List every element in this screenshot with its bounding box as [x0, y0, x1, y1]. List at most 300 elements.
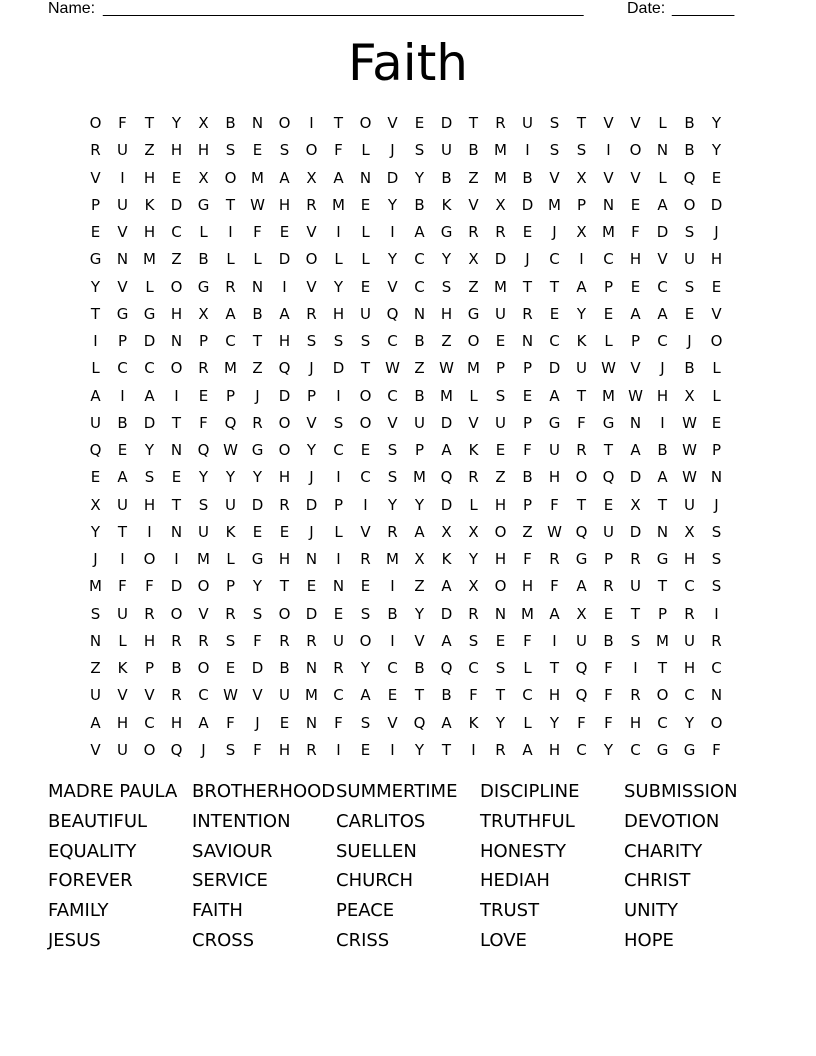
grid-letter: Y — [90, 277, 101, 296]
grid-letter: N — [494, 604, 507, 623]
grid-letter: E — [333, 604, 344, 623]
grid-letter: W — [601, 359, 616, 378]
grid-letter: E — [495, 441, 506, 459]
grid-letter: E — [171, 468, 182, 487]
grid-letter: H — [332, 304, 345, 323]
grid-letter: B — [522, 168, 533, 187]
grid-letter: O — [143, 550, 156, 568]
grid-letter: R — [306, 631, 317, 650]
word-list-item: DEVOTION — [624, 810, 720, 832]
grid-letter: N — [170, 441, 183, 459]
grid-letter: L — [604, 332, 613, 350]
grid-letter: R — [198, 631, 209, 650]
grid-letter: I — [471, 740, 476, 759]
word-list-item: CARLITOS — [336, 810, 426, 832]
grid-letter: C — [333, 686, 344, 705]
word-list-item: LOVE — [480, 929, 527, 951]
grid-letter: M — [143, 250, 156, 269]
grid-letter: I — [579, 250, 584, 269]
grid-letter: L — [253, 250, 262, 269]
grid-letter: Z — [90, 659, 101, 677]
word-list-item: CHURCH — [336, 870, 413, 892]
grid-letter: H — [143, 495, 156, 514]
grid-letter: R — [468, 604, 479, 623]
grid-letter: S — [441, 277, 452, 296]
grid-letter: W — [682, 441, 697, 459]
grid-letter: V — [603, 114, 614, 132]
grid-letter: Y — [90, 522, 101, 541]
grid-letter: X — [684, 522, 695, 541]
grid-letter: C — [522, 686, 533, 705]
grid-letter: F — [523, 441, 532, 459]
grid-letter: M — [494, 141, 507, 160]
grid-letter: P — [711, 441, 722, 459]
grid-letter: E — [252, 522, 263, 541]
grid-letter: S — [225, 740, 236, 759]
grid-letter: A — [441, 441, 452, 459]
grid-letter: I — [660, 413, 665, 432]
grid-letter: C — [387, 332, 398, 350]
grid-letter: W — [547, 522, 562, 541]
grid-letter: W — [682, 468, 697, 487]
grid-letter: N — [170, 522, 183, 541]
grid-letter: X — [306, 168, 317, 187]
grid-letter: W — [223, 441, 238, 459]
grid-letter: A — [333, 168, 344, 187]
grid-letter: T — [657, 659, 668, 677]
grid-letter: P — [657, 604, 668, 623]
word-list-item: TRUST — [480, 900, 540, 922]
grid-letter: C — [576, 740, 587, 759]
grid-letter: H — [197, 141, 210, 160]
word-list-item: DISCIPLINE — [480, 781, 580, 802]
grid-letter: H — [494, 550, 507, 568]
grid-letter: E — [495, 332, 506, 350]
grid-letter: F — [712, 740, 721, 759]
grid-letter: A — [657, 304, 668, 323]
grid-letter: V — [198, 604, 209, 623]
grid-letter: G — [683, 740, 696, 759]
grid-letter: A — [549, 604, 560, 623]
grid-letter: Z — [414, 577, 425, 596]
grid-letter: T — [576, 114, 587, 132]
grid-letter: M — [602, 223, 615, 241]
grid-letter: S — [306, 332, 317, 350]
grid-letter: L — [658, 168, 667, 187]
grid-letter: C — [360, 468, 371, 487]
page-title: Faith — [348, 34, 468, 92]
grid-letter: R — [198, 359, 209, 378]
name-blank-line: ______________________________________________________ — [103, 0, 584, 17]
grid-letter: U — [630, 577, 641, 596]
grid-letter: N — [413, 304, 426, 323]
grid-letter: B — [198, 250, 209, 269]
grid-letter: H — [548, 686, 561, 705]
grid-letter: S — [549, 114, 560, 132]
grid-letter: H — [656, 386, 669, 405]
grid-letter: O — [305, 141, 318, 160]
grid-letter: S — [225, 141, 236, 160]
word-list-item: TRUTHFUL — [480, 810, 575, 832]
grid-letter: J — [390, 141, 395, 160]
grid-letter: F — [577, 413, 586, 432]
grid-letter: M — [413, 468, 426, 487]
grid-letter: P — [225, 577, 236, 596]
grid-letter: U — [117, 141, 128, 160]
grid-letter: H — [629, 250, 642, 269]
grid-letter: Y — [468, 550, 479, 568]
grid-letter: M — [197, 550, 210, 568]
grid-letter: E — [522, 223, 533, 241]
grid-letter: L — [226, 550, 235, 568]
grid-letter: M — [332, 195, 345, 214]
grid-letter: U — [90, 413, 101, 432]
grid-letter: E — [711, 413, 722, 432]
grid-letter: Q — [89, 441, 102, 459]
grid-letter: Y — [198, 468, 209, 487]
grid-letter: U — [495, 304, 506, 323]
grid-letter: O — [656, 686, 669, 705]
grid-letter: D — [629, 468, 642, 487]
grid-letter: X — [198, 168, 209, 187]
grid-letter: X — [495, 195, 506, 214]
grid-letter: A — [360, 686, 371, 705]
grid-letter: U — [549, 441, 560, 459]
grid-letter: N — [710, 686, 723, 705]
grid-letter: B — [117, 413, 128, 432]
grid-letter: C — [684, 686, 695, 705]
date-blank-line: _______ — [672, 0, 735, 17]
grid-letter: H — [440, 304, 453, 323]
grid-letter: D — [332, 359, 345, 378]
grid-letter: I — [633, 659, 638, 677]
grid-letter: M — [548, 195, 561, 214]
grid-letter: A — [279, 304, 290, 323]
grid-letter: Y — [225, 468, 236, 487]
grid-letter: M — [440, 386, 453, 405]
grid-letter: N — [656, 522, 669, 541]
grid-letter: V — [144, 686, 155, 705]
grid-letter: T — [657, 495, 668, 514]
grid-letter: W — [223, 686, 238, 705]
grid-letter: P — [522, 495, 533, 514]
grid-letter: N — [170, 332, 183, 350]
grid-letter: O — [629, 141, 642, 160]
grid-letter: A — [414, 223, 425, 241]
grid-letter: T — [360, 359, 371, 378]
grid-letter: R — [306, 195, 317, 214]
grid-letter: O — [278, 441, 291, 459]
word-list-item: PEACE — [336, 900, 395, 922]
grid-letter: H — [548, 468, 561, 487]
grid-letter: D — [170, 195, 183, 214]
grid-letter: V — [468, 195, 479, 214]
grid-letter: Y — [414, 495, 425, 514]
grid-letter: C — [549, 250, 560, 269]
grid-letter: N — [359, 168, 372, 187]
grid-letter: A — [90, 386, 101, 405]
grid-letter: G — [89, 250, 102, 269]
grid-letter: R — [90, 141, 101, 160]
grid-letter: T — [549, 277, 560, 296]
grid-letter: F — [199, 413, 208, 432]
grid-letter: O — [170, 277, 183, 296]
grid-letter: F — [550, 577, 559, 596]
grid-letter: O — [467, 332, 480, 350]
grid-letter: Q — [413, 713, 426, 732]
grid-letter: A — [657, 468, 668, 487]
grid-letter: G — [656, 550, 669, 568]
grid-letter: S — [360, 604, 371, 623]
grid-letter: G — [251, 441, 264, 459]
grid-letter: G — [197, 195, 210, 214]
grid-letter: F — [604, 659, 613, 677]
grid-letter: Y — [360, 659, 371, 677]
grid-letter: S — [495, 659, 506, 677]
grid-letter: N — [305, 713, 318, 732]
grid-letter: L — [523, 713, 532, 732]
grid-letter: P — [603, 550, 614, 568]
grid-letter: C — [198, 686, 209, 705]
grid-letter: D — [170, 577, 183, 596]
grid-letter: B — [684, 114, 695, 132]
grid-letter: R — [468, 223, 479, 241]
grid-letter: F — [253, 740, 262, 759]
grid-letter: M — [305, 686, 318, 705]
grid-letter: L — [145, 277, 154, 296]
grid-letter: H — [710, 250, 723, 269]
grid-letter: J — [255, 386, 260, 405]
grid-letter: I — [174, 550, 179, 568]
grid-letter: U — [117, 740, 128, 759]
word-list-item: SERVICE — [192, 870, 268, 892]
grid-letter: O — [278, 114, 291, 132]
grid-letter: T — [279, 577, 290, 596]
grid-letter: I — [174, 386, 179, 405]
grid-letter: D — [278, 386, 291, 405]
grid-letter: E — [279, 713, 290, 732]
grid-letter: J — [552, 223, 557, 241]
grid-letter: J — [714, 495, 719, 514]
grid-letter: S — [360, 332, 371, 350]
grid-letter: S — [576, 141, 587, 160]
grid-letter: J — [714, 223, 719, 241]
grid-letter: S — [225, 631, 236, 650]
grid-letter: B — [252, 304, 263, 323]
grid-letter: U — [117, 195, 128, 214]
grid-letter: H — [278, 332, 291, 350]
grid-letter: L — [199, 223, 208, 241]
grid-letter: S — [90, 604, 101, 623]
grid-letter: U — [225, 495, 236, 514]
grid-letter: G — [656, 740, 669, 759]
grid-letter: N — [305, 550, 318, 568]
grid-letter: N — [710, 468, 723, 487]
word-list-item: INTENTION — [192, 810, 291, 832]
grid-letter: S — [468, 631, 479, 650]
grid-letter: E — [225, 659, 236, 677]
grid-letter: Y — [333, 277, 344, 296]
grid-letter: V — [306, 413, 317, 432]
grid-letter: B — [171, 659, 182, 677]
grid-letter: O — [494, 577, 507, 596]
grid-letter: T — [144, 114, 155, 132]
grid-letter: F — [334, 713, 343, 732]
grid-letter: Q — [575, 522, 588, 541]
grid-letter: K — [144, 195, 155, 214]
grid-letter: D — [710, 195, 723, 214]
grid-letter: I — [390, 631, 395, 650]
grid-letter: X — [441, 522, 452, 541]
grid-letter: S — [198, 495, 209, 514]
grid-letter: X — [468, 250, 479, 269]
grid-letter: R — [333, 659, 344, 677]
grid-letter: S — [279, 141, 290, 160]
grid-letter: H — [143, 631, 156, 650]
grid-letter: I — [336, 386, 341, 405]
grid-letter: B — [225, 114, 236, 132]
grid-letter: J — [687, 332, 692, 350]
grid-letter: P — [306, 386, 317, 405]
grid-letter: T — [468, 114, 479, 132]
grid-letter: V — [90, 168, 101, 187]
grid-letter: X — [576, 223, 587, 241]
grid-letter: I — [714, 604, 719, 623]
grid-letter: X — [684, 386, 695, 405]
grid-letter: O — [224, 168, 237, 187]
grid-letter: E — [549, 304, 560, 323]
word-list-item: SUELLEN — [336, 840, 417, 862]
grid-letter: Q — [278, 359, 291, 378]
grid-letter: A — [576, 577, 587, 596]
grid-letter: A — [225, 304, 236, 323]
grid-letter: O — [359, 114, 372, 132]
grid-letter: U — [684, 250, 695, 269]
grid-letter: U — [684, 495, 695, 514]
grid-letter: T — [495, 686, 506, 705]
grid-letter: P — [198, 332, 209, 350]
grid-letter: Y — [576, 304, 587, 323]
grid-letter: R — [495, 223, 506, 241]
grid-letter: U — [603, 522, 614, 541]
grid-letter: X — [630, 495, 641, 514]
grid-letter: Z — [441, 332, 452, 350]
grid-letter: F — [523, 631, 532, 650]
grid-letter: G — [116, 304, 129, 323]
grid-letter: O — [359, 413, 372, 432]
grid-letter: I — [363, 495, 368, 514]
grid-letter: T — [414, 686, 425, 705]
grid-letter: F — [604, 686, 613, 705]
grid-letter: A — [117, 468, 128, 487]
grid-letter: Q — [224, 413, 237, 432]
grid-letter: E — [603, 495, 614, 514]
grid-letter: C — [414, 250, 425, 269]
grid-letter: M — [251, 168, 264, 187]
grid-letter: I — [309, 114, 314, 132]
name-label: Name: — [48, 0, 96, 17]
grid-letter: T — [117, 522, 128, 541]
grid-letter: E — [630, 277, 641, 296]
grid-letter: A — [279, 168, 290, 187]
grid-letter: K — [117, 659, 128, 677]
grid-letter: X — [198, 114, 209, 132]
grid-letter: D — [278, 250, 291, 269]
grid-letter: S — [360, 713, 371, 732]
grid-letter: E — [387, 686, 398, 705]
grid-letter: V — [90, 740, 101, 759]
grid-letter: Y — [441, 250, 452, 269]
grid-letter: L — [334, 522, 343, 541]
grid-letter: J — [309, 359, 314, 378]
grid-letter: E — [711, 168, 722, 187]
grid-letter: P — [522, 413, 533, 432]
grid-letter: H — [683, 659, 696, 677]
grid-letter: V — [414, 631, 425, 650]
grid-letter: E — [360, 441, 371, 459]
grid-letter: Y — [144, 441, 155, 459]
grid-letter: Y — [306, 441, 317, 459]
grid-letter: E — [117, 441, 128, 459]
grid-letter: I — [336, 740, 341, 759]
grid-letter: C — [657, 713, 668, 732]
grid-letter: V — [387, 114, 398, 132]
grid-letter: N — [305, 659, 318, 677]
grid-letter: T — [171, 495, 182, 514]
grid-letter: D — [386, 168, 399, 187]
grid-letter: U — [684, 631, 695, 650]
word-list-item: FOREVER — [48, 870, 133, 892]
grid-letter: Y — [414, 740, 425, 759]
grid-letter: Q — [170, 740, 183, 759]
grid-letter: C — [630, 740, 641, 759]
grid-letter: C — [333, 441, 344, 459]
grid-letter: B — [414, 659, 425, 677]
grid-letter: F — [604, 713, 613, 732]
grid-letter: D — [251, 495, 264, 514]
word-list-item: SUMMERTIME — [336, 781, 458, 802]
grid-letter: T — [630, 604, 641, 623]
word-list-item: JESUS — [48, 929, 101, 951]
grid-letter: L — [658, 114, 667, 132]
grid-letter: V — [630, 114, 641, 132]
grid-letter: C — [414, 277, 425, 296]
grid-letter: J — [201, 740, 206, 759]
grid-letter: Y — [387, 195, 398, 214]
grid-letter: X — [468, 577, 479, 596]
grid-letter: L — [118, 631, 127, 650]
grid-letter: L — [361, 223, 370, 241]
grid-letter: V — [630, 359, 641, 378]
grid-letter: U — [576, 359, 587, 378]
grid-letter: F — [469, 686, 478, 705]
grid-letter: Q — [197, 441, 210, 459]
grid-letter: A — [630, 304, 641, 323]
grid-letter: I — [228, 223, 233, 241]
grid-letter: N — [629, 413, 642, 432]
letter-grid — [82, 110, 730, 764]
grid-letter: A — [198, 713, 209, 732]
grid-letter: K — [441, 550, 452, 568]
grid-letter: P — [522, 359, 533, 378]
grid-letter: C — [684, 577, 695, 596]
grid-letter: B — [468, 141, 479, 160]
grid-letter: H — [170, 713, 183, 732]
grid-letter: T — [171, 413, 182, 432]
grid-letter: R — [711, 631, 722, 650]
grid-letter: K — [441, 195, 452, 214]
grid-letter: S — [711, 522, 722, 541]
